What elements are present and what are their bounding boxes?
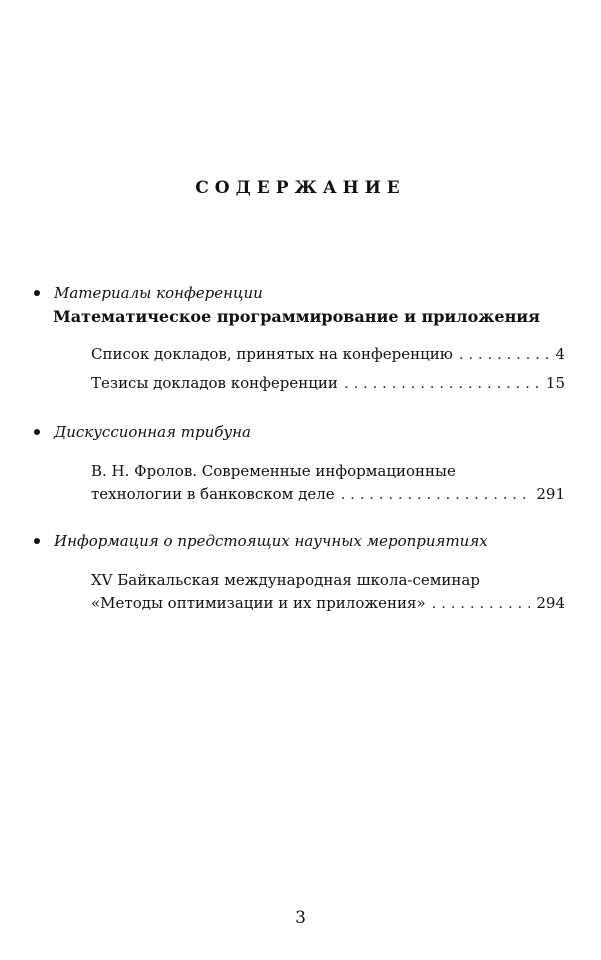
section-heading-upcoming-events bbox=[34, 532, 488, 550]
bullet-icon bbox=[34, 429, 40, 435]
section-subheading: Математическое программирование и приложения bbox=[53, 307, 540, 326]
toc-entry[interactable] bbox=[91, 372, 565, 395]
toc-entry[interactable] bbox=[91, 569, 565, 615]
toc-entry-title: Тезисы докладов конференции bbox=[91, 374, 338, 392]
section-heading-label: Информация о предстоящих научных мероприятиях bbox=[54, 532, 488, 550]
toc-entry-title-line: «Методы оптимизации и их приложения» bbox=[91, 594, 426, 612]
dot-leader bbox=[341, 483, 531, 506]
toc-entry-page: 4 bbox=[555, 345, 565, 363]
section-heading-conference-materials bbox=[34, 284, 263, 302]
section-heading-discussion-tribune bbox=[34, 423, 251, 441]
toc-entry-page: 291 bbox=[536, 485, 565, 503]
page-title: СОДЕРЖАНИЕ bbox=[195, 178, 406, 198]
bullet-icon bbox=[34, 538, 40, 544]
toc-entry-page: 15 bbox=[545, 374, 565, 392]
dot-leader bbox=[432, 592, 531, 615]
page-number: 3 bbox=[295, 908, 306, 928]
toc-entry-title-line: XV Байкальская международная школа-семинар bbox=[91, 571, 480, 589]
section-heading-label: Дискуссионная трибуна bbox=[54, 423, 251, 441]
toc-entry-title-line: технологии в банковском деле bbox=[91, 485, 335, 503]
toc-entry[interactable] bbox=[91, 460, 565, 506]
dot-leader bbox=[344, 372, 540, 395]
section-heading-label: Материалы конференции bbox=[54, 284, 263, 302]
toc-entry[interactable] bbox=[91, 343, 565, 366]
toc-entry-page: 294 bbox=[536, 594, 565, 612]
toc-entry-title-line: В. Н. Фролов. Современные информационные bbox=[91, 462, 456, 480]
bullet-icon bbox=[34, 290, 40, 296]
toc-entry-title: Список докладов, принятых на конференцию bbox=[91, 345, 453, 363]
dot-leader bbox=[459, 343, 550, 366]
